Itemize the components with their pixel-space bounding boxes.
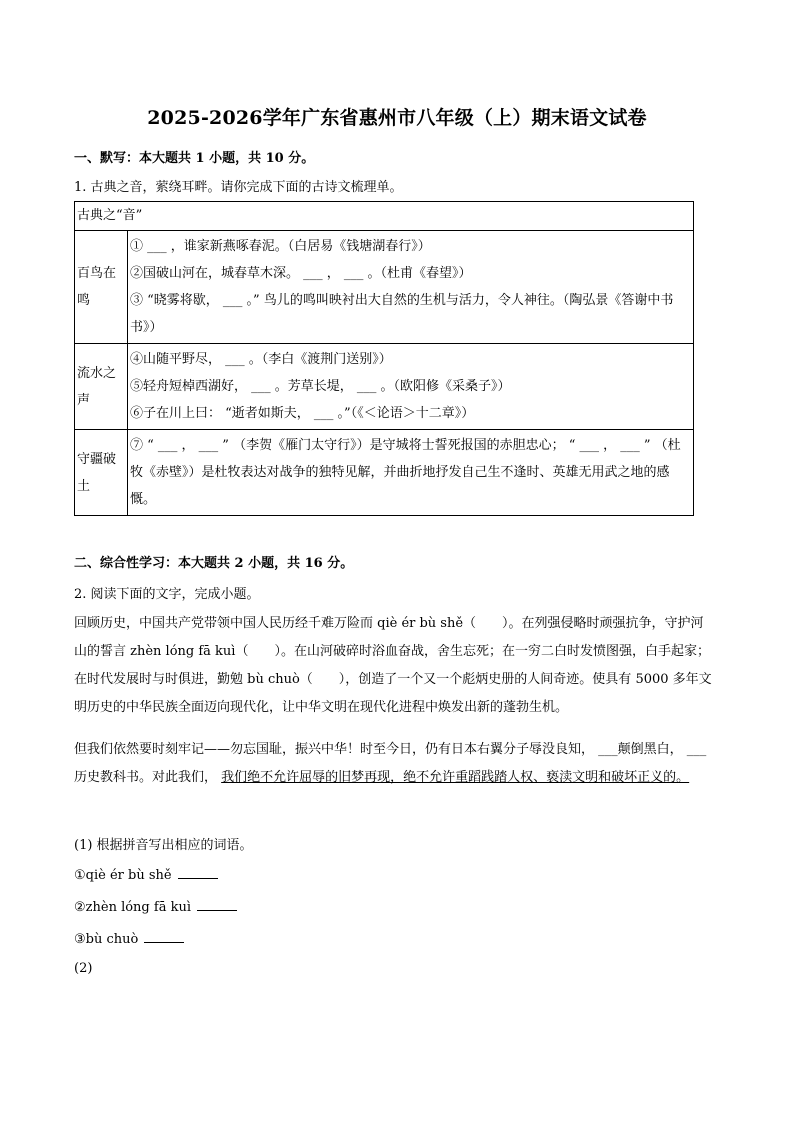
content-cell: [128, 430, 694, 516]
answer-item: [74, 866, 714, 883]
poem-line: ③ “晓雾将歇， ___ 。” 鸟儿的鸣叫映衬出大自然的生机与活力，令人神往。（陶弘景《答谢中书书》）: [130, 293, 674, 335]
poetry-table: [74, 201, 694, 516]
question1-text: 1. 古典之音，萦绕耳畔。请你完成下面的古诗文梳理单。: [74, 180, 403, 195]
paragraph-text: 回顾历史，中国共产党带领中国人民历经千难万险而 qiè ér bù shě（ ）。在列强侵略时顽强抗争，守护河山的誓言 zhèn lóng fā kuì（ ）。在山河破碎时浴血奋战，舍生忘死；在一穷二白时发愤图强，白手起家；在时代发展时与时俱进，勤勉 bù chuò（ ），创造了一个又一个彪炳史册的人间奇迹。使具有 5000 多年文明历史的中华民族全面迈向现代化，让中华文明在现代化进程中焕发出新的蓬勃生机。: [74, 616, 712, 715]
subquestion-1: (1) 根据拼音写出相应的词语。: [74, 838, 253, 853]
answer-item: [74, 930, 714, 947]
section2-heading: 二、综合性学习：本大题共 2 小题，共 16 分。: [74, 556, 354, 571]
page-title: 2025-2026学年广东省惠州市八年级（上）期末语文试卷: [147, 107, 647, 129]
pinyin-prompt: ①qiè ér bù shě: [74, 868, 172, 883]
question2-text: 2. 阅读下面的文字，完成小题。: [74, 587, 260, 602]
table-header: 古典之“音”: [75, 202, 694, 231]
poem-line: ④山随平野尽， ___ 。（李白《渡荆门送别》）: [130, 352, 392, 367]
section1-heading: 一、默写：本大题共 1 小题，共 10 分。: [74, 151, 315, 166]
poem-line: ⑤轻舟短棹西湖好， ___ 。芳草长堤， ___ 。（欧阳修《采桑子》）: [130, 379, 511, 394]
reading-paragraph-1: [74, 610, 714, 722]
answer-blank[interactable]: [197, 898, 237, 911]
category-cell: 守疆破土: [75, 430, 128, 516]
poem-line: ① ___ ，谁家新燕啄春泥。（白居易《钱塘湖春行》）: [130, 239, 431, 254]
table-row: [75, 344, 694, 430]
category-cell: 百鸟在鸣: [75, 231, 128, 344]
table-row: [75, 430, 694, 516]
answer-blank[interactable]: [144, 930, 184, 943]
poem-line: ⑥子在川上曰： “逝者如斯夫， ___ 。”（《＜论语＞十二章》）: [130, 406, 475, 421]
answer-item: [74, 898, 714, 915]
poem-line: ⑦ “ ___ ， ___ ” （李贺《雁门太守行》）是守城将士誓死报国的赤胆忠心； “ ___ ， ___ ” （杜牧《赤壁》）是杜牧表达对战争的独特见解，并曲折地抒发自己生不逢时、英雄无用武之地的感慨。: [130, 438, 681, 507]
subquestion-2: (2): [74, 961, 93, 976]
paragraph-text: 但我们依然要时刻牢记——勿忘国耻，振兴中华！时至今日，仍有日本右翼分子辱没良知， ___颠倒黑白， ___历史教科书。对此我们，: [74, 742, 707, 785]
pinyin-prompt: ③bù chuò: [74, 932, 139, 947]
category-cell: 流水之声: [75, 344, 128, 430]
table-row: [75, 231, 694, 344]
content-cell: [128, 344, 694, 430]
poem-line: ②国破山河在，城春草木深。 ___ ， ___ 。（杜甫《春望》）: [130, 266, 472, 281]
reading-paragraph-2: [74, 736, 714, 792]
pinyin-prompt: ②zhèn lóng fā kuì: [74, 900, 191, 915]
content-cell: [128, 231, 694, 344]
answer-blank[interactable]: [178, 866, 218, 879]
underlined-sentence: 我们绝不允许屈辱的旧梦再现，绝不允许重蹈践踏人权、亵渎文明和破坏正义的。: [221, 770, 690, 785]
